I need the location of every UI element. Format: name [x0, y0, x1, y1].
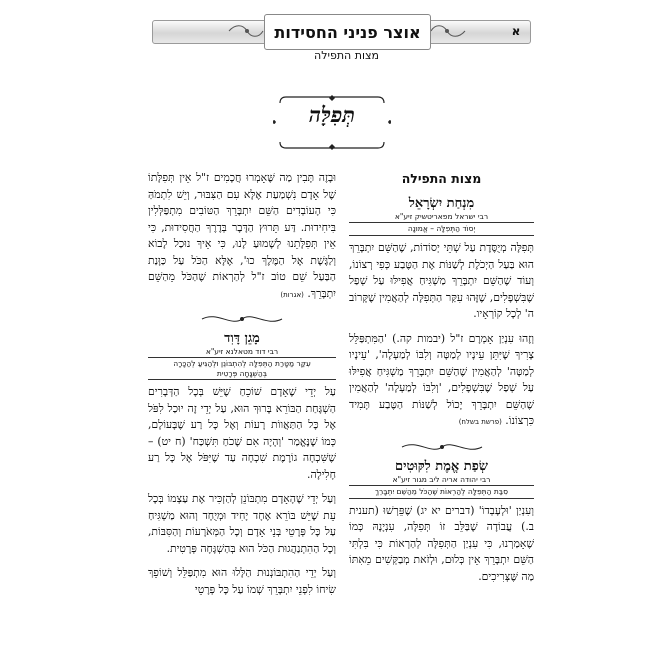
source-title-minchat-yisrael: מִנְחַת יִשְׂרָאֵל — [408, 196, 475, 211]
book-title: אוצר פניני החסידות — [264, 14, 431, 50]
paragraph: עַל יְדֵי שֶׁאָדָם שׁוֹכֵחַ שֶׁיֵּשׁ בְּכָל הַדְּבָרִים הַשְׁגָּחַת הַבּוֹרֵא בָּרוּךְ הוּא, עַל יְדֵי זֶה יוּכַל לִפֹּל אֶל כָּל הַתַּאֲווֹת רָעוֹת וְאֶל כָּל רַע שֶׁבָּעוֹלָם, כְּמוֹ שֶׁנֶּאֱמַר 'וְהָיָה אִם שָׁכֹחַ תִּשְׁכַּח' (ח יט) – שֶׁשִּׁכְחָה גוֹרֶמֶת שִׁכְחָה עַד שֶׁיִּפֹּל אֶל כָּל רַע חָלִילָה. — [148, 385, 336, 481]
header-ornament-left-icon — [225, 22, 265, 40]
page-number: א — [511, 24, 521, 38]
left-column — [148, 170, 336, 598]
paragraph: תְּפִלָּה מְיֻסֶּדֶת עַל שְׁתֵּי יְסוֹדוֹת, שֶׁהַשֵּׁם יִתְבָּרֵךְ הוּא בַּעַל הַיְכֹלֶת לְשַׁנּוֹת אֶת הַטֶּבַע כְּפִי רְצוֹנוֹ, וְעוֹד שֶׁהַשֵּׁם יִתְבָּרֵךְ מַשְׁגִּיחַ אֲפִילּוּ עַל שְׁפַל שֶׁבִּשְׁפָלִים, שֶׁזֶּהוּ עִקַּר הַתְּפִלָּה לְהַאֲמִין שֶׁקָּרוֹב ה' לְכָל קוֹרְאָיו. — [349, 241, 534, 320]
source-title-magen-david: מָגֵן דָּוִד — [224, 331, 260, 346]
divider-ornament-icon — [397, 439, 487, 455]
chapter-title: תְּפִלָּה — [308, 102, 356, 127]
topic-note — [148, 357, 336, 380]
source-title-sfat-emet: שְׂפַת אֱמֶת לִקּוּטִים — [395, 458, 488, 474]
paragraph: וְעַל יְדֵי שֶׁהָאָדָם מִתְבּוֹנֵן לְהַזְכִּיר אֶת עַצְמוֹ בְּכָל עֵת שֶׁיֵּשׁ בּוֹרֵא אֶחָד יָחִיד וּמְיֻחָד וְהוּא מַשְׁגִּיחַ עַל כָּל פְּרָטֵי בְּנֵי אָדָם וְכָל הַמְּאֹרָעוֹת וְהַסִּבּוֹת, וְכָל הַהִתְנַהֲגוּת הַכֹּל הוּא בְּהַשְׁגָּחָה פְּרָטִית. — [148, 492, 336, 555]
topic-note: סִבַּת הַתְּפִלָּה לְהַרְאוֹת שֶׁהַכֹּל מֵהַשֵּׁם יִתְבָּרֵךְ — [349, 485, 534, 499]
source-author: רבי ישראל מפאריטשיק זיע"א — [394, 212, 489, 221]
topic-note-line: עִקַּר מַטָּרַת הַתְּפִלָּה לְהִתְבּוֹנֵן וּלְהַגִּיעַ לְהַכָּרָה — [173, 359, 311, 368]
paragraph — [148, 170, 336, 303]
section-heading: מצות התפילה — [401, 171, 482, 186]
paragraph-text: וּבָזֶה תָּבִין מַה שֶּׁאָמְרוּ חֲכָמִים ז"ל אֵין תְּפִלָּתוֹ שֶׁל אָדָם נִשְׁמַעַת אֶלָּא עִם הַצִּבּוּר, וְיֵשׁ לִתְמֹהַּ כִּי הָעוֹבְדִים הַשֵּׁם יִתְבָּרֵךְ הַטּוֹבִים מִתְפַּלְּלִין בִּיחִידוּת. דַּע תֵּרוּץ הַדָּבָר בְּדֶרֶךְ הַחֲסִידוּת, כִּי אֵין תְּפִלָּתֵנוּ לְשָׁמוּעַ לָנוּ, כִּי אֵיךְ נוּכַל לָבוֹא וְלַגֶּשֶׁת אֶל הַמֶּלֶךְ כוּ', אֶלָּא הַכֹּל עַל כַּוָּנַת הַבַּעַל שֵׁם טוֹב ז"ל לְהַרְאוֹת שֶׁהַכֹּל מֵהַשֵּׁם יִתְבָּרֵךְ. — [148, 171, 336, 300]
paragraph-text: וְזֶהוּ עִנְיַן אָמְרָם ז"ל (יבמות קה.) 'הַמִּתְפַּלֵּל צָרִיךְ שֶׁיִּתֵּן עֵינָיו לְמַטָּה וְלִבּוֹ לְמַעְלָה', 'עֵינָיו לְמַטָּה' לְהַאֲמִין שֶׁהַשֵּׁם יִתְבָּרֵךְ מַשְׁגִּיחַ אֲפִילּוּ עַל שְׁפַל שֶׁבִּשְׁפָלִים, 'וְלִבּוֹ לְמַעְלָה' לְהַאֲמִין שֶׁהַשֵּׁם יִתְבָּרֵךְ יָכוֹל לְשַׁנּוֹת הַטֶּבַע תָּמִיד כִּרְצוֹנוֹ. — [349, 331, 534, 427]
source-author: רבי יהודה אריה ליב מגור זיע"א — [392, 474, 491, 484]
header-ornament-right-icon — [429, 22, 469, 40]
topic-note-line: בְּהַשְׁגָּחָה פְּרָטִית — [216, 368, 268, 378]
paragraph: וְעִנְיַן 'וּלְעָבְדוֹ' (דברים יא יג) שֶׁפֵּרְשׁוּ (תענית ב.) עֲבוֹדָה שֶׁבַּלֵּב זוֹ תְּפִלָּה, עִנְיָנָהּ כְּמוֹ שֶׁאָמַרְנוּ, כִּי עִנְיַן הַתְּפִלָּה לְהַרְאוֹת כִּי בִּלְתִּי הַשֵּׁם יִתְבָּרֵךְ אֵין כְּלוּם, וּלְזֹאת מְבַקְּשִׁים מֵאִתּוֹ מַה שֶּׁצְּרִיכִים. — [349, 503, 534, 583]
source-reference: (פרשת בשלח) — [458, 418, 502, 426]
topic-note: יְסוֹד הַתְּפִלָּה – אֱמוּנָה — [349, 222, 534, 236]
source-author: רבי דוד מטאלנא זיע"א — [205, 347, 279, 356]
chapter-subtitle: מצות התפילה — [314, 49, 379, 62]
right-column — [349, 170, 534, 585]
paragraph: וְעַל יְדֵי הַהִתְבּוֹנְנוּת הַלָּלוּ הוּא מִתְפַּלֵּל וְשׁוֹפֵךְ שִׂיחוֹ לִפְנֵי יִתְבָּרֵךְ שְׁמוֹ עַל כָּל פְּרָטֵי — [148, 566, 336, 596]
divider-ornament-icon — [197, 311, 287, 327]
paragraph — [349, 331, 534, 431]
source-reference: (אגרות) — [280, 290, 304, 299]
